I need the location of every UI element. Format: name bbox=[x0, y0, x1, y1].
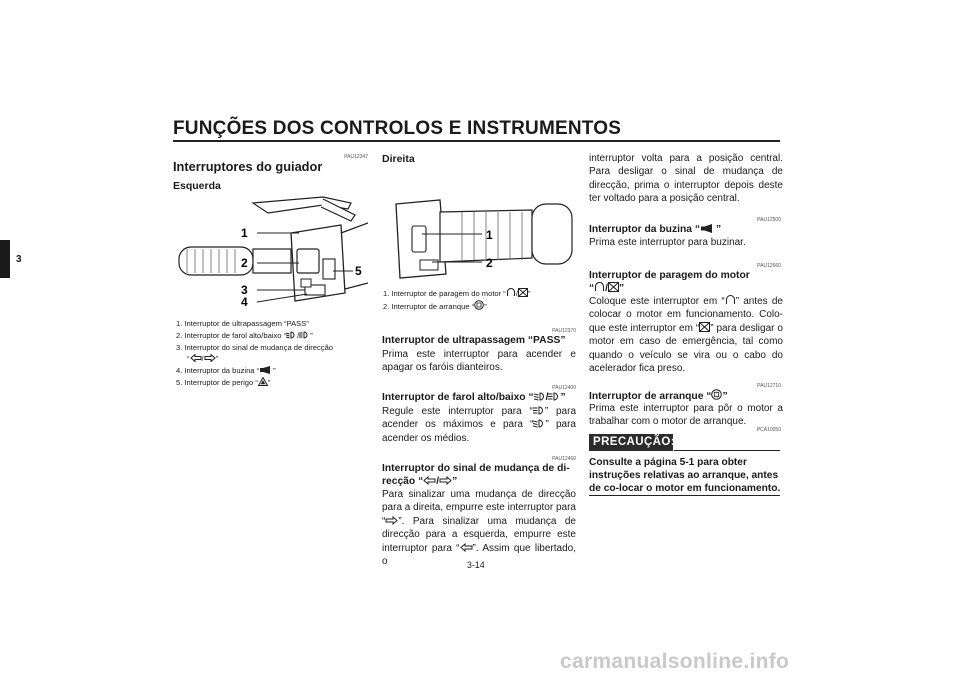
horn-heading: Interruptor da buzina “ ” bbox=[589, 224, 722, 235]
left-callout: 2 bbox=[241, 256, 248, 270]
stop-heading-icons: “ / ” bbox=[589, 283, 625, 294]
section-code: PCA10050 bbox=[756, 427, 781, 433]
right-callout: 2 bbox=[486, 256, 493, 270]
caption-2: 2. Interruptor de farol alto/baixo “ / ” bbox=[176, 331, 313, 340]
engine-stop-icon bbox=[608, 282, 619, 292]
caution-text: Consulte a página 5-1 para obter instruções relativas ao arranque, antes de co-locar o motor em funcionamento. bbox=[589, 457, 781, 495]
page-title: FUNÇÕES DOS CONTROLOS E INSTRUMENTOS bbox=[173, 118, 622, 139]
right-handlebar-illustration bbox=[382, 188, 577, 284]
horn-text: Prima este interruptor para buzinar. bbox=[589, 237, 746, 248]
low-beam-icon bbox=[286, 331, 297, 339]
chapter-tab bbox=[0, 240, 10, 278]
start-icon bbox=[474, 300, 484, 310]
left-handlebar-illustration bbox=[173, 193, 368, 313]
horn-icon bbox=[700, 224, 716, 233]
engine-stop-icon bbox=[518, 288, 528, 297]
arrow-right-icon bbox=[385, 516, 398, 525]
start-heading: Interruptor de arranque “ ” bbox=[589, 391, 728, 402]
subheading-right: Direita bbox=[382, 153, 415, 165]
right-callout: 1 bbox=[486, 228, 493, 242]
pass-heading: Interruptor de ultrapassagem “PASS” bbox=[382, 335, 566, 346]
section-heading: Interruptores do guiador bbox=[173, 159, 323, 174]
section-code: PAU12370 bbox=[552, 328, 576, 334]
section-code: PAU12500 bbox=[757, 217, 781, 223]
section-code: PAU12400 bbox=[552, 385, 576, 391]
beam-text: Regule este interruptor para “ ” para acender os máximos e para “ ” para acender os médios. bbox=[382, 406, 577, 444]
page-number: 3-14 bbox=[467, 560, 485, 570]
start-icon bbox=[711, 389, 722, 400]
turn-text: Para sinalizar uma mudança de direcção para a direita, empurre este interruptor para “ ”. Para sinalizar uma mudança de direcção para a esquerda, empurre este interruptor para “ ”. Assim que libertado, o bbox=[382, 489, 576, 568]
caution-end-rule bbox=[589, 495, 780, 496]
caption-4: 4. Interruptor da buzina “ ” bbox=[176, 366, 276, 375]
beam-heading: Interruptor de farol alto/baixo “ / ” bbox=[382, 392, 566, 403]
engine-run-icon bbox=[506, 288, 516, 297]
caption-3: 3. Interruptor do sinal de mudança de direcção bbox=[176, 343, 334, 352]
engine-stop-icon bbox=[699, 322, 710, 332]
subheading-left: Esquerda bbox=[173, 180, 221, 192]
caution-rule bbox=[674, 450, 780, 451]
caption-1: 1. Interruptor de ultrapassagem “PASS” bbox=[176, 319, 309, 328]
engine-run-icon bbox=[725, 295, 736, 305]
section-code: PAU12710 bbox=[757, 383, 781, 389]
turn-heading-a: Interruptor do sinal de mudança de di- bbox=[382, 463, 570, 474]
caution-label: PRECAUÇÃO: bbox=[593, 436, 675, 448]
arrow-right-icon bbox=[204, 354, 216, 362]
high-beam-icon bbox=[299, 331, 310, 339]
pass-text: Prima este interruptor para acender e apagar os faróis dianteiros. bbox=[382, 349, 576, 374]
section-code: PAU12460 bbox=[552, 456, 576, 462]
caption-r1: 1. Interruptor de paragem do motor “ / ” bbox=[383, 289, 531, 298]
left-callout: 5 bbox=[355, 264, 362, 278]
caption-5: 5. Interruptor de perigo “ ” bbox=[176, 378, 271, 387]
chapter-number: 3 bbox=[16, 254, 22, 265]
high-beam-icon bbox=[548, 392, 560, 401]
section-code: PAU12347 bbox=[344, 154, 368, 160]
engine-run-icon bbox=[594, 282, 605, 292]
hazard-icon bbox=[258, 377, 268, 386]
left-callout: 1 bbox=[241, 226, 248, 240]
turn-heading-b: recção “ / ” bbox=[382, 476, 458, 487]
caption-r2: 2. Interruptor de arranque “ ” bbox=[383, 302, 487, 311]
horn-icon bbox=[259, 366, 273, 374]
arrow-left-icon bbox=[460, 543, 473, 552]
stop-text: Coloque este interruptor em “ ” antes de colocar o motor em funcionamento. Colo-que este interruptor em “ ” para desligar o motor em caso de emergência, tal como quando o veículo se vira ou o cabo do acelerador fica preso. bbox=[589, 296, 783, 375]
arrow-left-icon bbox=[190, 354, 202, 362]
caption-3b: “ / ” bbox=[187, 354, 219, 363]
low-beam-icon bbox=[534, 392, 546, 401]
section-code: PAU12660 bbox=[757, 263, 781, 269]
high-beam-icon bbox=[533, 406, 545, 415]
arrow-right-icon bbox=[439, 476, 452, 485]
stop-heading: Interruptor de paragem do motor bbox=[589, 270, 750, 281]
left-callout: 3 bbox=[241, 283, 248, 297]
title-rule bbox=[173, 140, 780, 142]
left-callout: 4 bbox=[241, 295, 248, 309]
low-beam-icon bbox=[533, 419, 545, 428]
watermark: carmanualsonline.info bbox=[560, 650, 790, 673]
arrow-left-icon bbox=[423, 476, 436, 485]
start-text: Prima este interruptor para pôr o motor a trabalhar com o motor de arranque. bbox=[589, 403, 783, 428]
turn-text-continued: interruptor volta para a posição central. Para desligar o sinal de mudança de direcção, prima o interruptor depois deste ter voltado para a posição central. bbox=[589, 153, 783, 205]
